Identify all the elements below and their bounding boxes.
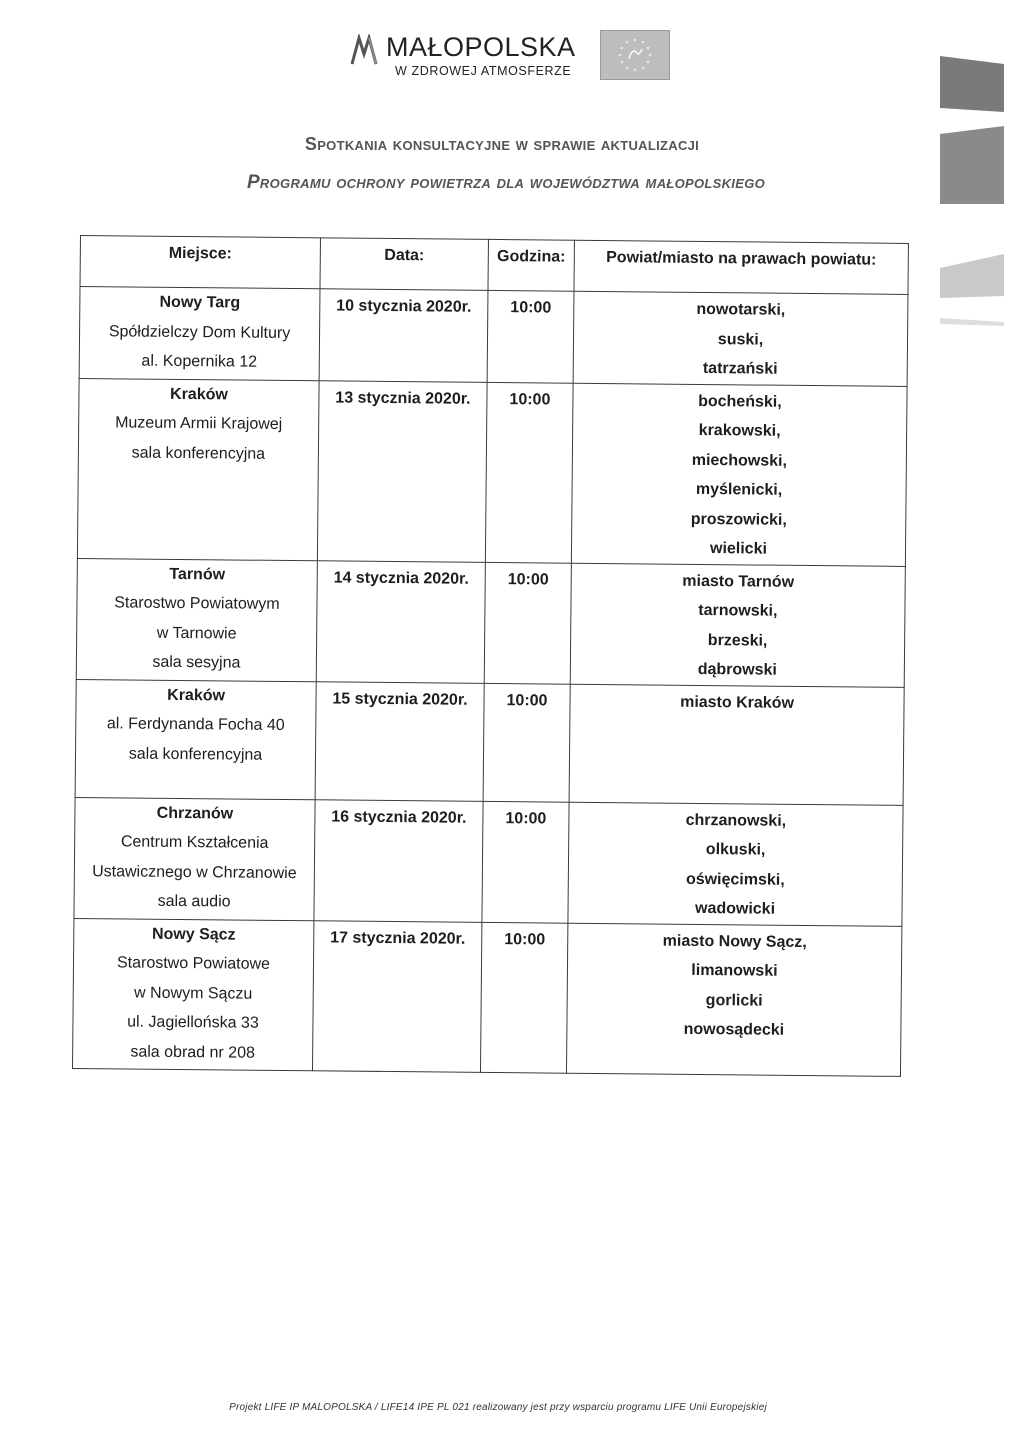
area-item: gorlicki — [705, 991, 763, 1010]
cell-place — [79, 287, 320, 381]
area-item: miasto Nowy Sącz, — [662, 932, 807, 951]
logo-title: MAŁOPOLSKA — [386, 32, 576, 62]
place-detail: sala obrad nr 208 — [130, 1043, 256, 1062]
area-item: oświęcimski, — [685, 870, 785, 889]
cell-area — [566, 923, 901, 1076]
life-eu-stars-icon — [600, 30, 670, 80]
header-place: Miejsce: — [80, 236, 320, 289]
area-item: limanowski — [691, 961, 778, 980]
footer-note: Projekt LIFE IP MALOPOLSKA / LIFE14 IPE PL 021 realizowany jest przy wsparciu programu LIFE Unii Europejskiej — [229, 1402, 767, 1413]
table-row — [76, 558, 905, 687]
area-item: proszowicki, — [690, 510, 787, 529]
cell-date: 15 stycznia 2020r. — [315, 681, 484, 801]
area-item: wadowicki — [694, 899, 776, 918]
logo-subtitle: W ZDROWEJ ATMOSFERZE — [395, 64, 572, 78]
area-item: wielicki — [709, 540, 768, 558]
cell-hour: 10:00 — [485, 382, 573, 563]
area-item: olkuski, — [705, 841, 766, 859]
table-row — [77, 378, 907, 566]
cell-date: 16 stycznia 2020r. — [314, 799, 483, 922]
area-item: dąbrowski — [697, 660, 777, 679]
header-date: Data: — [320, 238, 488, 291]
place-detail: sala audio — [157, 892, 231, 911]
schedule-table — [72, 235, 909, 1076]
place-detail: al. Kopernika 12 — [141, 352, 258, 371]
place-detail: sala konferencyjna — [131, 444, 266, 463]
place-city: Kraków — [169, 385, 228, 403]
cell-hour: 10:00 — [483, 683, 570, 802]
area-item: suski, — [717, 330, 764, 349]
area-item: nowosądecki — [683, 1020, 785, 1039]
cell-hour: 10:00 — [480, 922, 567, 1073]
header-area: Powiat/miasto na prawach powiatu: — [574, 240, 908, 294]
place-detail: Ustawicznego w Chrzanowie — [92, 862, 297, 882]
cell-place — [74, 797, 315, 920]
header-hour: Godzina: — [488, 239, 574, 291]
place-detail: Spółdzielczy Dom Kultury — [108, 322, 291, 342]
cell-hour: 10:00 — [487, 290, 574, 382]
cell-area — [569, 684, 904, 805]
area-item: miasto Kraków — [680, 693, 795, 712]
malopolska-m-icon — [350, 34, 380, 66]
cell-place — [76, 558, 317, 681]
place-detail: w Nowym Sączu — [134, 984, 253, 1003]
cell-area — [571, 383, 907, 566]
place-detail: Starostwo Powiatowe — [116, 954, 271, 973]
cell-date: 10 stycznia 2020r. — [319, 289, 488, 382]
cell-area — [568, 802, 903, 926]
area-item: brzeski, — [707, 631, 768, 650]
table-row — [79, 287, 908, 386]
place-city: Kraków — [167, 686, 226, 704]
area-item: tarnowski, — [698, 601, 778, 620]
place-detail: Centrum Kształcenia — [120, 833, 269, 852]
cell-date: 17 stycznia 2020r. — [312, 920, 481, 1072]
place-detail: Starostwo Powiatowym — [114, 594, 280, 613]
table-row — [74, 797, 903, 926]
place-detail: ul. Jagiellońska 33 — [127, 1013, 259, 1032]
cell-area — [570, 563, 905, 687]
area-item: nowotarski, — [696, 300, 786, 319]
place-detail: sala konferencyjna — [128, 744, 263, 764]
place-detail: al. Ferdynanda Focha 40 — [106, 715, 285, 734]
area-item: myślenicki, — [695, 480, 783, 499]
cell-date: 14 stycznia 2020r. — [316, 560, 485, 683]
edge-decoration-bottom — [940, 250, 1024, 330]
table-row — [73, 918, 902, 1076]
document-heading-line2: Programu ochrony powietrza dla województwa małopolskiego — [246, 172, 766, 193]
cell-hour: 10:00 — [482, 801, 569, 923]
place-city: Nowy Sącz — [151, 925, 236, 944]
area-item: krakowski, — [698, 421, 781, 440]
cell-place — [75, 679, 316, 799]
place-city: Nowy Targ — [159, 293, 241, 312]
place-detail: sala sesyjna — [152, 653, 241, 672]
area-item: miasto Tarnów — [682, 572, 795, 591]
document-heading-line1: Spotkania konsultacyjne w sprawie aktualizacji — [304, 134, 700, 154]
cell-date: 13 stycznia 2020r. — [317, 380, 487, 562]
area-item: bocheński, — [698, 392, 782, 411]
cell-hour: 10:00 — [484, 562, 571, 684]
place-city: Chrzanów — [156, 804, 234, 822]
table-header-row — [80, 236, 908, 295]
place-detail: w Tarnowie — [156, 624, 237, 643]
cell-place — [73, 918, 314, 1070]
table-row — [75, 679, 904, 805]
area-item: miechowski, — [691, 451, 788, 470]
area-item: chrzanowski, — [685, 811, 787, 830]
table-body — [73, 287, 908, 1076]
area-item: tatrzański — [702, 359, 778, 378]
cell-place — [77, 378, 319, 560]
cell-area — [573, 291, 908, 386]
place-city: Tarnów — [169, 565, 226, 583]
schedule-table-wrapper — [72, 235, 908, 1076]
place-detail: Muzeum Armii Krajowej — [115, 414, 283, 433]
